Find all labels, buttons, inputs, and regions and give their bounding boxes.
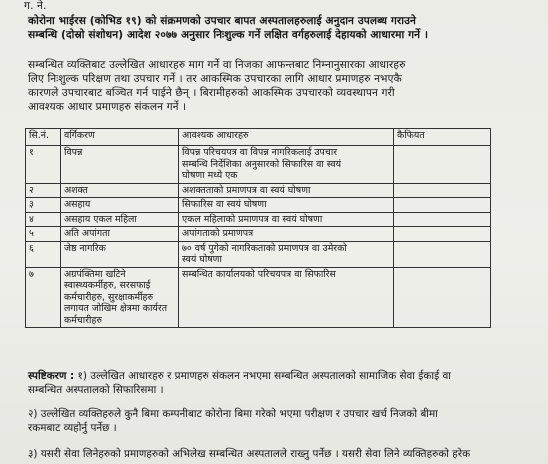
row-category: असहाय एकल महिला [61,212,179,227]
note-line: २) उल्लेखित व्यक्तिहरुले कुनै बिमा कम्पनीबाट कोरोना बिमा गरेको भएमा परीक्षण र उपचार खर्च निजको बीमा [28,408,438,420]
row-basis: सम्बन्धित कार्यालयको परिचयपत्र वा सिफारिस [179,267,394,328]
row-number: ३ [26,198,61,213]
row-basis [179,146,394,184]
clarification-text: १) उल्लेखित आधारहरु र प्रमाणहरु संकलन नभएमा सम्बन्धित अस्पतालको सामाजिक सेवा ईकाई वा [74,370,451,382]
row-remarks [394,227,491,242]
clarification-label: स्पष्टिकरण : [28,370,75,382]
header-tag: ग. ने. [24,0,47,12]
row-remarks [394,241,491,267]
basis-line: घोषणा मध्ये एक [182,170,238,181]
row-category: अति अपांगता [61,227,179,242]
table-row [26,183,491,198]
category-line: स्वास्थ्यकर्मीहरु, सरसफाई [64,280,151,291]
row-number: ६ [26,241,61,267]
row-category: असहाय [61,198,179,213]
row-basis: सिफारिस वा स्वयं घोषणा [179,198,394,213]
table-header-row [26,129,491,146]
paragraph-line: कारणले उपचारबाट बञ्चित गर्न पाईने छैन् । बिरामीहरुको आकस्मिक उपचारको व्यवस्थापन गरी [28,87,395,99]
basis-line: विपन्न परिचयपत्र वा विपन्न नागरिकलाई उपचार [182,147,338,158]
category-line: अग्रपंक्तिमा खटिने [64,268,126,280]
paragraph-line: लिए निःशुल्क परिक्षण तथा उपचार गर्ने । तर आकस्मिक उपचारका लागि आधार प्रमाणहरु नभएकै [28,73,402,85]
paragraph-line: आवश्यक आधार प्रमाणहरु संकलन गर्ने । [28,101,187,113]
row-basis: अपांगताको प्रमाणपत्र [179,227,394,242]
row-number: ७ [26,267,61,328]
row-basis [179,241,394,267]
table-row [26,267,491,328]
header-basis: आवश्यक आधारहरु [179,129,394,146]
row-number: ५ [26,227,61,242]
table-row [26,198,491,213]
row-category: अशक्त [61,183,179,198]
category-line: कर्मचारीहरु [64,314,103,326]
intro-line: सम्बन्धि (दोस्रो संशोधन) आदेश २०७७ अनुसार निःशुल्क गर्ने लक्षित वर्गहरुलाई देहायको आधारमा गर्ने । [28,29,429,41]
basis-line: स्वयं घोषणा [182,254,222,265]
header-remarks: कैफियत [394,129,491,146]
row-remarks [394,146,491,184]
row-number: १ [26,146,61,184]
basis-line: ७० वर्ष पुगेको नागरिकताको प्रमाणपत्र वा उमेरको [182,242,347,254]
row-basis: अशक्तताको प्रमाणपत्र वा स्वयं घोषणा [179,183,394,198]
row-category: विपन्न [61,146,179,184]
eligibility-table [25,128,491,328]
row-remarks [394,212,491,227]
row-remarks [394,198,491,213]
header-serial: सि.नं. [26,129,61,146]
row-category: जेष्ठ नागरिक [61,241,179,267]
note-line: रकमबाट व्यहोर्नु पर्नेछ । [28,422,117,434]
row-remarks [394,267,491,328]
clarification-line: सम्बन्धित अस्पतालको सिफारिसमा । [28,384,164,396]
row-category [61,267,179,328]
table-row [26,212,491,227]
paragraph-line: सम्बन्धित व्यक्तिबाट उल्लेखित आधारहरु माग गर्ने वा निजका आफन्तबाट निम्नानुसारका आधारहरु [28,59,406,71]
category-line: कर्मचारीहरु, सुरक्षाकर्मीहरु [64,291,154,303]
table-row [26,146,491,184]
table-row [26,227,491,242]
row-remarks [394,183,491,198]
basis-line: सम्बन्धि निर्देशिका अनुसारको सिफारिस वा स्वयं [182,158,342,170]
row-number: ४ [26,212,61,227]
header-category: वर्गिकरण [61,129,179,146]
intro-line: कोरोना भाईरस (कोभिड १९) को संक्रमणको उपचार बापत अस्पतालहरुलाई अनुदान उपलब्ध गराउने [28,15,416,27]
note-line: ३) यसरी सेवा लिनेहरुको प्रमाणहरुको अभिलेख सम्बन्धित अस्पतालले राख्नु पर्नेछ । यसरी सेवा लिने व्यक्तिहरुको हरेक [28,448,471,460]
clarification-line [28,370,451,383]
table-row [26,241,491,267]
row-basis: एकल महिलाको प्रमाणपत्र वा स्वयं घोषणा [179,212,394,227]
row-number: २ [26,183,61,198]
category-line: लगायत जोखिम क्षेत्रमा कार्यरत [64,303,168,314]
